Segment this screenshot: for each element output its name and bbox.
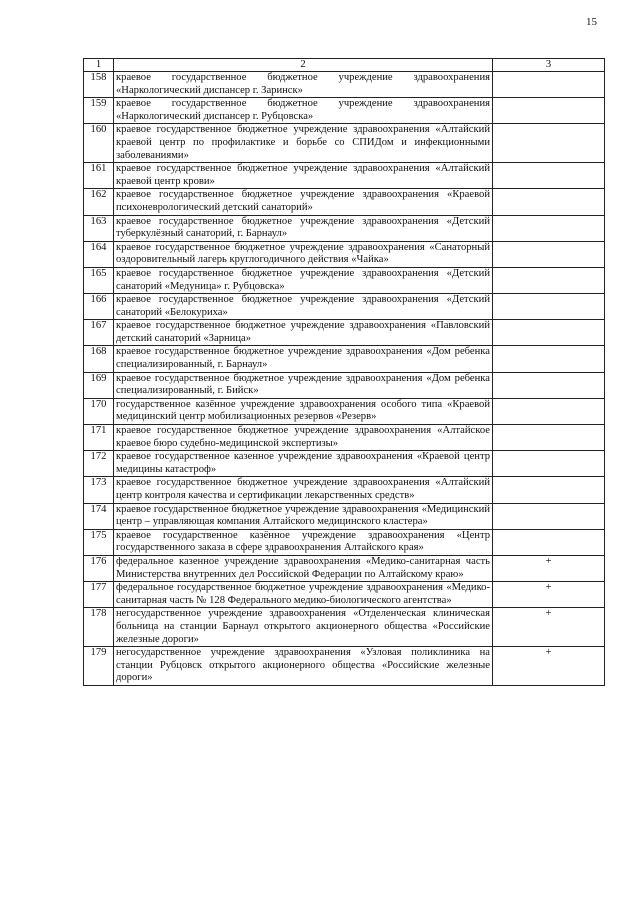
row-mark (493, 529, 605, 555)
row-mark (493, 346, 605, 372)
row-mark (493, 372, 605, 398)
row-number: 170 (84, 398, 114, 424)
table-row (84, 241, 605, 267)
row-number: 176 (84, 555, 114, 581)
table-row (84, 163, 605, 189)
row-number: 175 (84, 529, 114, 555)
row-mark (493, 124, 605, 163)
institutions-table (83, 58, 605, 686)
table-row (84, 189, 605, 215)
institution-name: краевое государственное бюджетное учреждение здравоохранения «Детский туберкулёзный санаторий, г. Барнаул» (114, 215, 493, 241)
table-row (84, 529, 605, 555)
institution-name: краевое государственное бюджетное учреждение здравоохранения «Алтайский центр контроля качества и сертификации лекарственных средств» (114, 477, 493, 503)
table-row (84, 267, 605, 293)
row-mark (493, 451, 605, 477)
institution-name: краевое государственное бюджетное учреждение здравоохранения «Алтайский краевой центр крови» (114, 163, 493, 189)
row-number: 167 (84, 320, 114, 346)
table-header-row (84, 59, 605, 72)
row-mark (493, 425, 605, 451)
row-mark (493, 267, 605, 293)
row-number: 163 (84, 215, 114, 241)
row-number: 159 (84, 98, 114, 124)
institution-name: краевое государственное бюджетное учреждение здравоохранения «Алтайское краевое бюро судебно-медицинской экспертизы» (114, 425, 493, 451)
table-row (84, 582, 605, 608)
row-mark (493, 503, 605, 529)
institution-name: негосударственное учреждение здравоохранения «Отделенческая клиническая больница на станции Барнаул открытого акционерного общества «Российские железные дороги» (114, 608, 493, 647)
row-mark: + (493, 608, 605, 647)
row-mark (493, 98, 605, 124)
row-number: 173 (84, 477, 114, 503)
table-row (84, 555, 605, 581)
table-row (84, 503, 605, 529)
institution-name: краевое государственное бюджетное учреждение здравоохранения «Дом ребенка специализированный, г. Бийск» (114, 372, 493, 398)
row-mark (493, 398, 605, 424)
row-mark: + (493, 555, 605, 581)
row-number: 171 (84, 425, 114, 451)
row-number: 168 (84, 346, 114, 372)
table-row (84, 215, 605, 241)
row-number: 166 (84, 294, 114, 320)
institution-name: краевое государственное казенное учреждение здравоохранения «Краевой центр медицины катастроф» (114, 451, 493, 477)
institution-name: федеральное казенное учреждение здравоохранения «Медико-санитарная часть Министерства внутренних дел Российской Федерации по Алтайскому краю» (114, 555, 493, 581)
table-row (84, 124, 605, 163)
row-mark (493, 477, 605, 503)
row-number: 178 (84, 608, 114, 647)
row-mark: + (493, 647, 605, 686)
table-row (84, 294, 605, 320)
table-row (84, 398, 605, 424)
row-number: 172 (84, 451, 114, 477)
table-row (84, 346, 605, 372)
row-number: 162 (84, 189, 114, 215)
institution-name: краевое государственное бюджетное учреждение здравоохранения «Детский санаторий «Белокуриха» (114, 294, 493, 320)
row-mark (493, 320, 605, 346)
row-mark (493, 241, 605, 267)
column-header-mark: 3 (493, 59, 605, 72)
table-row (84, 451, 605, 477)
table-row (84, 372, 605, 398)
table-row (84, 608, 605, 647)
page-number: 15 (586, 16, 597, 28)
institution-name: краевое государственное бюджетное учреждение здравоохранения «Павловский детский санаторий «Зарница» (114, 320, 493, 346)
institution-name: краевое государственное бюджетное учреждение здравоохранения «Детский санаторий «Медуница» г. Рубцовска» (114, 267, 493, 293)
row-number: 165 (84, 267, 114, 293)
row-mark (493, 189, 605, 215)
row-number: 161 (84, 163, 114, 189)
institution-name: краевое государственное бюджетное учреждение здравоохранения «Санаторный оздоровительный лагерь круглогодичного действия «Чайка» (114, 241, 493, 267)
row-number: 177 (84, 582, 114, 608)
row-number: 179 (84, 647, 114, 686)
column-header-number: 1 (84, 59, 114, 72)
table-row (84, 72, 605, 98)
institution-name: краевое государственное бюджетное учреждение здравоохранения «Медицинский центр – управляющая компания Алтайского медицинского кластера» (114, 503, 493, 529)
institution-name: краевое государственное бюджетное учреждение здравоохранения «Дом ребенка специализированный, г. Барнаул» (114, 346, 493, 372)
institution-name: негосударственное учреждение здравоохранения «Узловая поликлиника на станции Рубцовск открытого акционерного общества «Российские железные дороги» (114, 647, 493, 686)
institution-name: краевое государственное бюджетное учреждение здравоохранения «Краевой психоневрологический детский санаторий» (114, 189, 493, 215)
row-number: 169 (84, 372, 114, 398)
institution-name: краевое государственное бюджетное учреждение здравоохранения «Наркологический диспансер г. Рубцовска» (114, 98, 493, 124)
row-number: 160 (84, 124, 114, 163)
row-mark (493, 72, 605, 98)
row-number: 174 (84, 503, 114, 529)
institution-name: краевое государственное бюджетное учреждение здравоохранения «Алтайский краевой центр по профилактике и борьбе со СПИДом и инфекционными заболеваниями» (114, 124, 493, 163)
row-mark (493, 163, 605, 189)
row-mark (493, 215, 605, 241)
table-row (84, 98, 605, 124)
institution-name: государственное казённое учреждение здравоохранения особого типа «Краевой медицинский центр мобилизационных резервов «Резерв» (114, 398, 493, 424)
table-row (84, 647, 605, 686)
row-mark: + (493, 582, 605, 608)
institution-name: краевое государственное бюджетное учреждение здравоохранения «Наркологический диспансер г. Заринск» (114, 72, 493, 98)
row-number: 164 (84, 241, 114, 267)
institution-name: федеральное государственное бюджетное учреждение здравоохранения «Медико-санитарная часть № 128 Федерального медико-биологического агентства» (114, 582, 493, 608)
row-mark (493, 294, 605, 320)
table-row (84, 477, 605, 503)
table-row (84, 425, 605, 451)
row-number: 158 (84, 72, 114, 98)
column-header-name: 2 (114, 59, 493, 72)
table-row (84, 320, 605, 346)
institution-name: краевое государственное казённое учреждение здравоохранения «Центр государственного заказа в сфере здравоохранения Алтайского края» (114, 529, 493, 555)
